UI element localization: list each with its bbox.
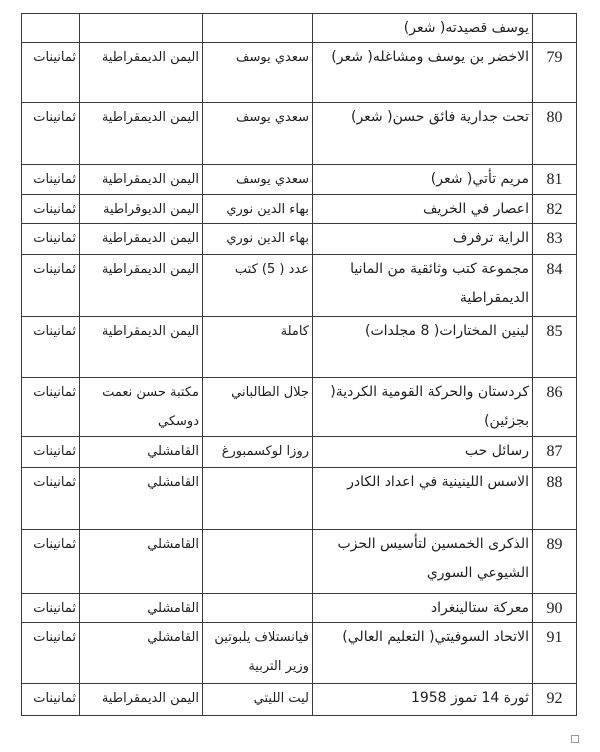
cell-book-author <box>203 255 313 317</box>
cell-book-author <box>203 594 313 623</box>
table-row <box>22 378 577 437</box>
table-row <box>22 530 577 594</box>
cell-book-title-text: الاخضر بن يوسف ومشاغله( شعر) <box>331 49 529 65</box>
cell-book-title <box>313 224 533 255</box>
cell-book-number-text: 85 <box>546 323 563 340</box>
table-row <box>22 437 577 468</box>
cell-book-era-text: ثمانينات <box>33 231 76 246</box>
cell-book-place <box>80 684 203 716</box>
cell-book-author <box>203 317 313 378</box>
cell-book-place-text: القامشلي <box>147 475 199 490</box>
cell-book-author <box>203 684 313 716</box>
cell-book-author-text: فيانستلاف يلبوتين وزير التربية <box>214 630 309 674</box>
cell-book-author-text: جلال الطالباني <box>231 385 309 400</box>
cell-book-number-text: 90 <box>546 600 563 617</box>
cell-book-title <box>313 378 533 437</box>
table-row <box>22 195 577 224</box>
cell-book-author-text <box>203 468 312 529</box>
cell-book-author <box>203 437 313 468</box>
cell-book-place-text: اليمن الديمقراطية <box>101 324 199 339</box>
cell-book-number <box>533 623 577 684</box>
cell-book-era <box>22 317 80 378</box>
cell-book-number <box>533 224 577 255</box>
cell-book-era-text: ثمانينات <box>33 262 76 277</box>
cell-book-title-text: الراية ترفرف <box>452 230 529 246</box>
cell-book-title <box>313 317 533 378</box>
cell-book-era <box>22 378 80 437</box>
cell-book-title-text: لينين المختارات( 8 مجلدات) <box>364 323 529 339</box>
cell-book-title-text: الاسس اللينينية في اعداد الكادر <box>347 474 529 490</box>
cell-book-era-text: ثمانينات <box>33 630 76 645</box>
cell-book-era-text: ثمانينات <box>33 324 76 339</box>
cell-book-era <box>22 165 80 195</box>
cell-book-place <box>80 437 203 468</box>
cell-book-number <box>533 530 577 594</box>
cell-book-place <box>80 43 203 103</box>
cell-book-title-text: مريم تأتي( شعر) <box>430 171 529 187</box>
table-row <box>22 594 577 623</box>
cell-book-place <box>80 224 203 255</box>
cell-book-author-text: سعدي يوسف <box>236 50 309 65</box>
cell-book-place-text <box>80 14 202 42</box>
cell-book-number-text: 91 <box>546 629 563 646</box>
cell-book-title-text: الذكرى الخمسين لتأسيس الحزب الشيوعي السوري <box>337 536 529 581</box>
cell-book-place-text: اليمن الديمقراطية <box>101 691 199 706</box>
cell-book-title <box>313 530 533 594</box>
cell-book-era-text: ثمانينات <box>33 110 76 125</box>
cell-book-place-text: القامشلي <box>147 537 199 552</box>
cell-book-title-text: اعصار في الخريف <box>423 201 529 217</box>
cell-book-title-text: الاتحاد السوفيتي( التعليم العالي) <box>342 629 529 645</box>
cell-book-number <box>533 43 577 103</box>
books-table <box>21 13 577 716</box>
cell-book-era <box>22 468 80 530</box>
cell-book-number-text: 92 <box>546 690 563 707</box>
table-row <box>22 43 577 103</box>
cell-book-title <box>313 103 533 165</box>
cell-book-title <box>313 165 533 195</box>
cell-book-number-text <box>533 14 576 42</box>
cell-book-title <box>313 594 533 623</box>
cell-book-place-text: القامشلي <box>147 444 199 459</box>
cell-book-place <box>80 530 203 594</box>
cell-book-number <box>533 378 577 437</box>
cell-book-author-text: سعدي يوسف <box>236 110 309 125</box>
cell-book-author <box>203 224 313 255</box>
cell-book-title <box>313 14 533 43</box>
cell-book-author-text: روزا لوكسمبورغ <box>221 444 309 459</box>
cell-book-number-text: 83 <box>546 230 563 247</box>
cell-book-title-text: تحت جدارية فائق حسن( شعر) <box>350 109 529 125</box>
cell-book-author-text: بهاء الدين نوري <box>226 231 309 246</box>
table-row <box>22 14 577 43</box>
cell-book-title <box>313 437 533 468</box>
cell-book-era-text: ثمانينات <box>33 475 76 490</box>
cell-book-author-text: سعدي يوسف <box>236 172 309 187</box>
cell-book-number <box>533 195 577 224</box>
cell-book-place <box>80 594 203 623</box>
cell-book-place <box>80 623 203 684</box>
cell-book-era <box>22 437 80 468</box>
cell-book-number-text: 80 <box>546 109 563 126</box>
cell-book-era <box>22 255 80 317</box>
cell-book-place <box>80 195 203 224</box>
cell-book-place <box>80 468 203 530</box>
cell-book-place <box>80 378 203 437</box>
table-row <box>22 255 577 317</box>
cell-book-number-text: 88 <box>546 474 563 491</box>
cell-book-number-text: 81 <box>546 171 563 188</box>
cell-book-title <box>313 684 533 716</box>
cell-book-era-text: ثمانينات <box>33 172 76 187</box>
cell-book-number <box>533 255 577 317</box>
cell-book-author <box>203 378 313 437</box>
table-row <box>22 317 577 378</box>
anchor-marker-icon <box>571 735 579 743</box>
cell-book-author-text <box>203 530 312 593</box>
cell-book-author-text: عدد ( 5) كتب <box>234 262 309 277</box>
books-table-body <box>22 14 577 716</box>
table-row <box>22 165 577 195</box>
cell-book-author-text <box>203 14 312 42</box>
cell-book-era <box>22 623 80 684</box>
cell-book-number-text: 86 <box>546 384 563 401</box>
cell-book-title <box>313 43 533 103</box>
cell-book-place <box>80 14 203 43</box>
cell-book-title-text: مجموعة كتب وثائقية من المانيا الديمقراطية <box>350 261 529 306</box>
cell-book-place-text: مكتبة حسن نعمت دوسكي <box>102 385 199 429</box>
cell-book-era <box>22 43 80 103</box>
cell-book-title-text: كردستان والحركة القومية الكردية( بجزئين) <box>330 384 529 429</box>
cell-book-title <box>313 623 533 684</box>
table-row <box>22 468 577 530</box>
cell-book-author <box>203 530 313 594</box>
cell-book-place-text: اليمن الديمقراطية <box>101 172 199 187</box>
table-row <box>22 684 577 716</box>
cell-book-author <box>203 195 313 224</box>
cell-book-title <box>313 195 533 224</box>
cell-book-author-text: ليت الليتي <box>253 691 309 706</box>
cell-book-number <box>533 684 577 716</box>
cell-book-place-text: اليمن الديمقراطية <box>101 231 199 246</box>
cell-book-author <box>203 43 313 103</box>
cell-book-place <box>80 317 203 378</box>
cell-book-era <box>22 594 80 623</box>
cell-book-era-text: ثمانينات <box>33 385 76 400</box>
cell-book-place <box>80 103 203 165</box>
cell-book-author <box>203 165 313 195</box>
cell-book-title <box>313 255 533 317</box>
cell-book-number-text: 87 <box>546 443 563 460</box>
cell-book-place-text: القامشلي <box>147 630 199 645</box>
cell-book-author <box>203 623 313 684</box>
cell-book-title-text: ثورة 14 تموز 1958 <box>410 690 529 706</box>
cell-book-number <box>533 103 577 165</box>
cell-book-number-text: 82 <box>546 201 563 218</box>
cell-book-author-text: كاملة <box>280 324 309 339</box>
cell-book-era-text: ثمانينات <box>33 50 76 65</box>
table-row <box>22 623 577 684</box>
cell-book-title <box>313 468 533 530</box>
cell-book-era <box>22 195 80 224</box>
cell-book-title-text: رسائل حب <box>464 443 529 459</box>
cell-book-number-text: 89 <box>546 536 563 553</box>
cell-book-number <box>533 468 577 530</box>
cell-book-era <box>22 530 80 594</box>
cell-book-place-text: اليمن الديمقراطية <box>101 262 199 277</box>
cell-book-place-text: اليمن الديمقراطية <box>101 50 199 65</box>
cell-book-number <box>533 594 577 623</box>
table-row <box>22 103 577 165</box>
cell-book-author <box>203 14 313 43</box>
cell-book-number-text: 84 <box>546 261 563 278</box>
cell-book-number <box>533 317 577 378</box>
cell-book-place-text: القامشلي <box>147 601 199 616</box>
cell-book-number-text: 79 <box>546 49 563 66</box>
cell-book-era-text <box>22 14 79 42</box>
cell-book-place-text: اليمن الديوقراطية <box>102 202 199 217</box>
cell-book-era <box>22 224 80 255</box>
cell-book-era <box>22 14 80 43</box>
cell-book-number <box>533 437 577 468</box>
cell-book-era <box>22 684 80 716</box>
cell-book-number <box>533 14 577 43</box>
cell-book-era-text: ثمانينات <box>33 691 76 706</box>
cell-book-title-text: يوسف قصيدته( شعر) <box>403 20 529 36</box>
cell-book-place-text: اليمن الديمقراطية <box>101 110 199 125</box>
cell-book-era <box>22 103 80 165</box>
cell-book-author <box>203 103 313 165</box>
cell-book-era-text: ثمانينات <box>33 537 76 552</box>
cell-book-number <box>533 165 577 195</box>
cell-book-author-text <box>203 594 312 622</box>
cell-book-title-text: معركة ستالينغراد <box>430 600 529 616</box>
cell-book-place <box>80 255 203 317</box>
cell-book-era-text: ثمانينات <box>33 601 76 616</box>
cell-book-place <box>80 165 203 195</box>
cell-book-era-text: ثمانينات <box>33 202 76 217</box>
cell-book-era-text: ثمانينات <box>33 444 76 459</box>
table-row <box>22 224 577 255</box>
cell-book-author-text: بهاء الدين نوري <box>226 202 309 217</box>
cell-book-author <box>203 468 313 530</box>
